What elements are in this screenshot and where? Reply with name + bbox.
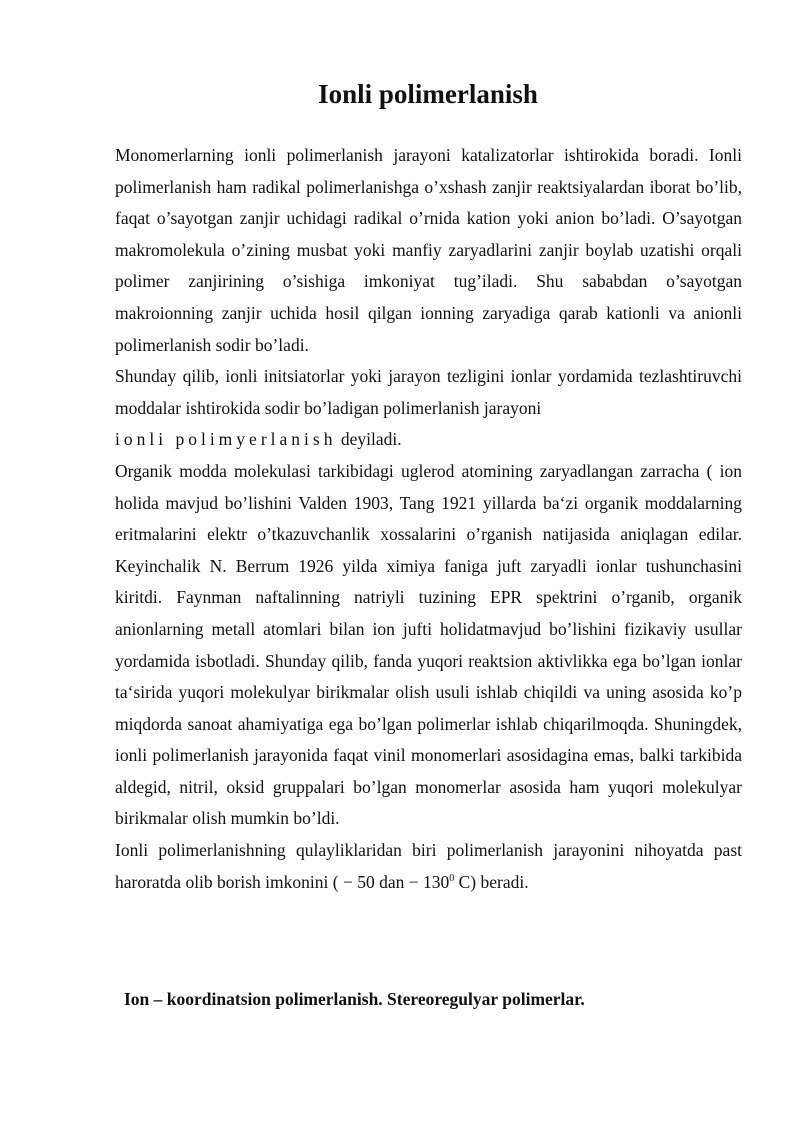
paragraph-2 — [115, 361, 742, 456]
paragraph-4-degree: 0 — [449, 872, 455, 884]
document-body — [115, 140, 742, 898]
paragraph-4-end: C) beradi. — [454, 871, 529, 892]
paragraph-4-start: Ionli polimerlanishning qulayliklaridan biri polimerlanish jarayonini nihoyatda past haroratda olib borish imkonini ( — [115, 840, 742, 892]
section-subheading: Ion – koordinatsion polimerlanish. Stereoregulyar polimerlar. — [124, 989, 585, 1009]
paragraph-4-range: − 50 dan − 130 — [342, 871, 450, 892]
paragraph-2-term: ionli polimyerlanish — [115, 429, 337, 450]
paragraph-4 — [115, 835, 742, 898]
paragraph-2-text: Shunday qilib, ionli initsiatorlar yoki jarayon tezligini ionlar yordamida tezlashtiruvchi moddalar ishtirokida sodir bo’ladigan polimerlanish jarayoni — [115, 366, 742, 418]
page-title: Ionli polimerlanish — [318, 79, 538, 109]
paragraph-2-end: deyiladi. — [340, 429, 402, 450]
paragraph-1: Monomerlarning ionli polimerlanish jarayoni katalizatorlar ishtirokida boradi. Ionli polimerlanish ham radikal polimerlanishga o’xshash zanjir reaktsiyalardan iborat bo’lib, faqat o’sayotgan zanjir uchidagi radikal o’rnida kation yoki anion bo’ladi. O’sayotgan makromolekula o’zining musbat yoki manfiy zaryadlarini zanjir boylab uzatishi orqali polimer zanjirining o’sishiga imkoniyat tug’iladi. Shu sababdan o’sayotgan makroionning zanjir uchida hosil qilgan ionning zaryadiga qarab kationli va anionli polimerlanish sodir bo’ladi. — [115, 145, 742, 355]
paragraph-3: Organik modda molekulasi tarkibidagi uglerod atomining zaryadlangan zarracha ( ion holida mavjud bo’lishini Valden 1903, Tang 1921 yillarda ba‘zi organik moddalarning eritmalarini elektr o’tkazuvchanlik xossalarini o’rganish natijasida aniqlagan edilar. Keyinchalik N. Berrum 1926 yilda ximiya faniga juft zaryadli ionlar tushunchasini kiritdi. Faynman naftalinning natriyli tuzining EPR spektrini o’rganib, organik anionlarning metall atomlari bilan ion jufti holidatmavjud bo’lishini fizikaviy usullar yordamida isbotladi. Shunday qilib, fanda yuqori reaktsion aktivlikka ega bo’lgan ionlar ta‘sirida yuqori molekulyar birikmalar olish usuli ishlab chiqildi va uning asosida ko’p miqdorda sanoat ahamiyatiga ega bo’lgan polimerlar ishlab chiqarilmoqda. Shuningdek, ionli polimerlanish jarayonida faqat vinil monomerlari asosidagina emas, balki tarkibida aldegid, nitril, oksid gruppalari bo’lgan monomerlar asosida ham yuqori molekulyar birikmalar olish mumkin bo’ldi. — [115, 460, 742, 829]
